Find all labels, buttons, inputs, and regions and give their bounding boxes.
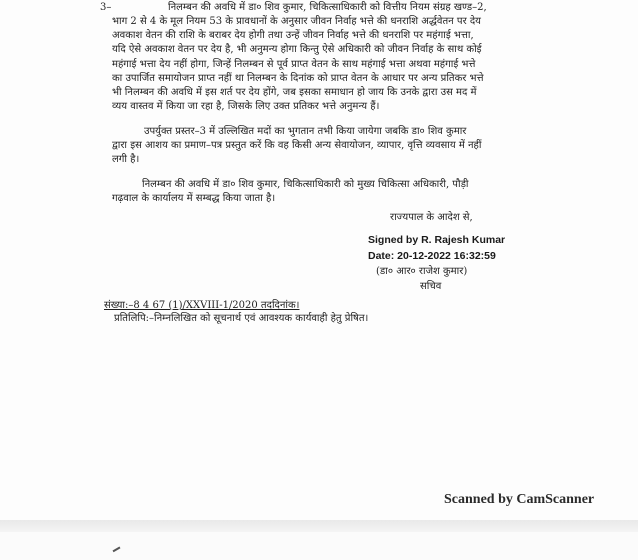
body-line-9: उपर्युक्त प्रस्तर–3 में उल्लिखित मदों का भुगतान तभी किया जायेगा जबकि डा० शिव कुमार xyxy=(144,126,467,137)
copy-line: प्रतिलिपि:–निम्नलिखित को सूचनार्थ एवं आवश्यक कार्यवाही हेतु प्रेषित। xyxy=(114,313,369,324)
next-page-edge xyxy=(0,532,638,560)
body-line-4: यदि ऐसे अवकाश वेतन पर देय है, भी अनुमन्य होगा किन्तु ऐसे अधिकारी को जीवन निर्वाह के साथ कोई xyxy=(112,44,482,55)
scanner-watermark: Scanned by CamScanner xyxy=(444,492,595,507)
page-gap xyxy=(0,520,638,532)
body-line-5: महंगाई भत्ता देय नहीं होगा, जिन्हें निलम्बन से पूर्व प्राप्त वेतन के साथ महंगाई भत्ता अथवा महंगाई भत्ते xyxy=(112,59,476,70)
body-line-12: निलम्बन की अवधि में डा० शिव कुमार, चिकित्साधिकारी को मुख्य चिकित्सा अधिकारी, पौड़ी xyxy=(142,179,469,190)
signed-by: Signed by R. Rajesh Kumar xyxy=(368,234,506,246)
signed-date: Date: 20-12-2022 16:32:59 xyxy=(368,250,496,262)
body-line-7: भी निलम्बन की अवधि में इस शर्त पर देय होंगे, जब इसका समाधान हो जाय कि उनके द्वारा उस मद में xyxy=(112,87,477,98)
signatory-designation: सचिव xyxy=(420,281,442,292)
reference-number: संख्या:–8 4 67 (1)/XXVIII-1/2020 तददिनांक। xyxy=(104,300,300,311)
body-line-11: लगी है। xyxy=(112,154,140,165)
body-line-1: निलम्बन की अवधि में डा० शिव कुमार, चिकित्साधिकारी को वित्तीय नियम संग्रह खण्ड–2, xyxy=(168,2,487,13)
body-line-10: द्वारा इस आशय का प्रमाण–पत्र प्रस्तुत करें कि वह किसी अन्य सेवायोजन, व्यापार, वृत्ति व्यवसाय में नहीं xyxy=(112,140,482,151)
signatory-name: (डा० आर० राजेश कुमार) xyxy=(376,266,468,277)
body-line-3: अवकाश वेतन की राशि के बराबर देय होगी तथा उन्हें जीवन निर्वाह भत्ते की धनराशि पर महंगाई भत्ता, xyxy=(112,30,474,41)
order-line: राज्यपाल के आदेश से, xyxy=(390,212,473,223)
body-line-8: व्यय वास्तव में किया जा रहा है, जिसके लिए उक्त प्रतिकर भत्ते अनुमन्य हैं। xyxy=(112,101,380,112)
body-line-6: का उपार्जित समायोजन प्राप्त नहीं था निलम्बन के दिनांक को प्राप्त वेतन के आधार पर अन्य प्रतिकर भत्ते xyxy=(112,73,484,84)
body-line-13: गढ़वाल के कार्यालय में सम्बद्ध किया जाता है। xyxy=(112,193,276,204)
paragraph-number: 3– xyxy=(100,2,112,13)
body-line-2: भाग 2 से 4 के मूल नियम 53 के प्रावधानों के अनुसार जीवन निर्वाह भत्ते की धनराशि अर्द्धवेतन पर देय xyxy=(112,16,481,27)
